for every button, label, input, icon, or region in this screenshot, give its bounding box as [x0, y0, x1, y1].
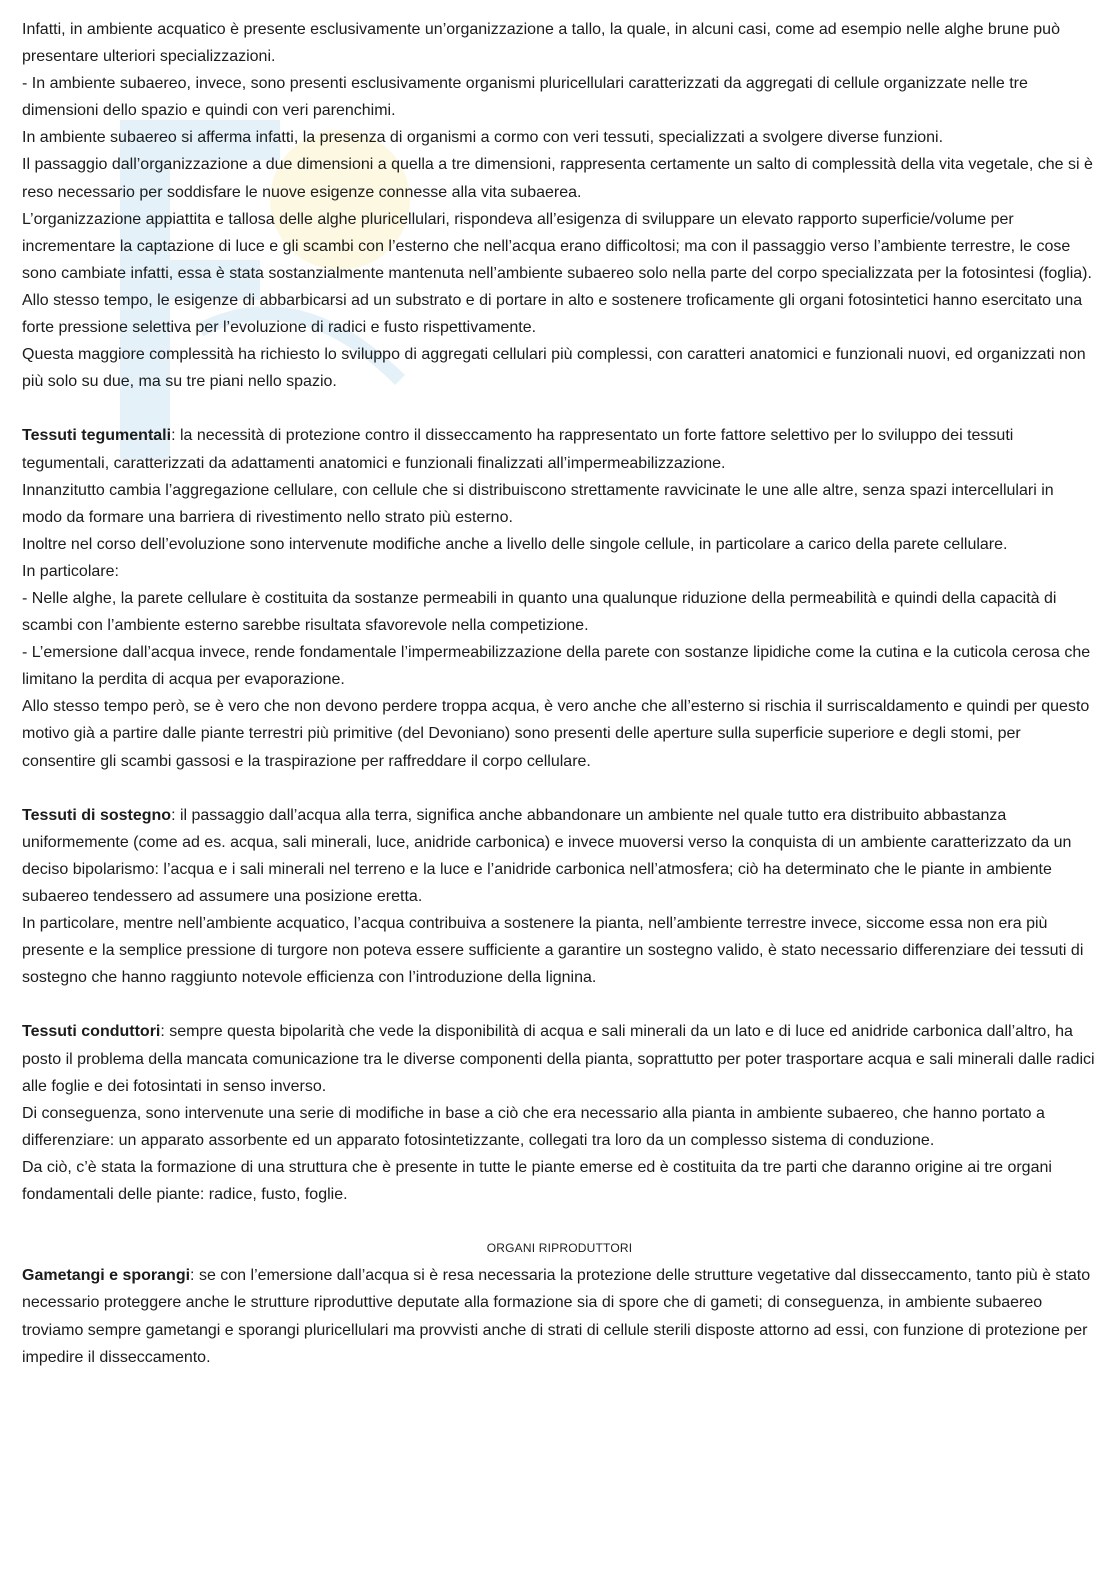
paragraph-text: Infatti, in ambiente acquatico è presente esclusivamente un’organizzazione a tallo, la quale, in alcuni casi, come ad esempio nelle alghe brune può presentare ulteriori specializzazioni. — [22, 21, 1060, 66]
paragraph — [22, 531, 1097, 558]
paragraph-text: In particolare, mentre nell’ambiente acquatico, l’acqua contribuiva a sostenere la pianta, nell’ambiente terrestre invece, siccome essa non era più presente e la semplice pressione di turgore non poteva essere sufficiente a garantire un sostegno valido, è stato necessario differenziare dei tessuti di sostegno che hanno raggiunto notevole efficienza con l’introduzione della lignina. — [22, 915, 1084, 987]
paragraph-text: L’organizzazione appiattita e tallosa delle alghe pluricellulari, rispondeva all’esigenza di sviluppare un elevato rapporto superficie/volume per incrementare la captazione di luce e gli scambi con l’esterno che nell’acqua erano difficoltosi; ma con il passaggio verso l’ambiente terrestre, le cose sono cambiate infatti, essa è stata sostanzialmente mantenuta nell’ambiente subaereo solo nella parte del corpo specializzata per la fotosintesi (foglia). — [22, 210, 1092, 282]
paragraph-text: - L’emersione dall’acqua invece, rende fondamentale l’impermeabilizzazione della parete con sostanze lipidiche come la cutina e la cuticola cerosa che limitano la perdita di acqua per evaporazione. — [22, 644, 1091, 689]
paragraph-text: Allo stesso tempo, le esigenze di abbarbicarsi ad un substrato e di portare in alto e sostenere troficamente gli organi fotosintetici hanno esercitato una forte pressione selettiva per l’evoluzione di radici e fusto rispettivamente. — [22, 291, 1083, 337]
paragraph — [22, 1154, 1097, 1208]
paragraph-text: - In ambiente subaereo, invece, sono presenti esclusivamente organismi pluricellulari caratterizzati da aggregati di cellule organizzate nelle tre dimensioni dello spazio e quindi con veri parenchimi. — [22, 75, 1028, 120]
paragraph-text: In particolare: — [22, 562, 119, 580]
paragraph — [22, 16, 1097, 70]
paragraph — [22, 1262, 1097, 1370]
paragraph-spacer — [22, 775, 1097, 802]
document-body — [22, 16, 1097, 1371]
paragraph — [22, 585, 1097, 639]
paragraph-text: Innanzitutto cambia l’aggregazione cellulare, con cellule che si distribuiscono strettamente ravvicinate le une alle altre, senza spazi intercellulari in modo da formare una barriera di rivestimento nello strato più esterno. — [22, 481, 1054, 526]
paragraph-text: : la necessità di protezione contro il disseccamento ha rappresentato un forte fattore selettivo per lo sviluppo dei tessuti tegumentali, caratterizzati da adattamenti anatomici e funzionali finalizzati all’impermeabilizzazione. — [22, 427, 1014, 472]
paragraph — [22, 422, 1097, 476]
paragraph-spacer — [22, 1208, 1097, 1235]
paragraph-lead-term: Tessuti conduttori — [22, 1023, 161, 1041]
paragraph-text: : se con l’emersione dall’acqua si è resa necessaria la protezione delle strutture vegetative dal disseccamento, tanto più è stato necessario proteggere anche le strutture riproduttive deputate alla formazione sia di spore che di gameti; di conseguenza, in ambiente subaereo troviamo sempre gametangi e sporangi pluricellulari ma provvisti anche di strati di cellule sterili disposte attorno ad essi, con funzione di protezione per impedire il disseccamento. — [22, 1267, 1091, 1366]
paragraph — [22, 693, 1097, 774]
paragraph — [22, 70, 1097, 124]
paragraph — [22, 341, 1097, 395]
paragraph — [22, 477, 1097, 531]
paragraph-lead-term: Tessuti di sostegno — [22, 806, 172, 824]
paragraph — [22, 124, 1097, 151]
paragraph-text: Allo stesso tempo però, se è vero che non devono perdere troppa acqua, è vero anche che all’esterno si rischia il surriscaldamento e quindi per questo motivo già a partire dalle piante terrestri più primitive (del Devoniano) sono presenti delle aperture sulla superficie superiore e degli stomi, per consentire gli scambi gassosi e la traspirazione per raffreddare il corpo cellulare. — [22, 698, 1090, 770]
paragraph — [22, 802, 1097, 910]
paragraph-text: Da ciò, c’è stata la formazione di una struttura che è presente in tutte le piante emerse ed è costituita da tre parti che daranno origine ai tre organi fondamentali delle piante: radice, fusto, foglie. — [22, 1158, 1052, 1204]
paragraph — [22, 151, 1097, 205]
paragraph-spacer — [22, 395, 1097, 422]
section-heading: ORGANI RIPRODUTTORI — [486, 1241, 633, 1256]
paragraph-text: In ambiente subaereo si afferma infatti, la presenza di organismi a cormo con veri tessuti, specializzati a svolgere diverse funzioni. — [22, 129, 944, 147]
paragraph — [22, 558, 1097, 585]
paragraph — [22, 206, 1097, 287]
paragraph-lead-term: Tessuti tegumentali — [22, 427, 172, 445]
paragraph-text: Il passaggio dall’organizzazione a due dimensioni a quella a tre dimensioni, rappresenta certamente un salto di complessità della vita vegetale, che si è reso necessario per soddisfare le nuove esigenze connesse alla vita subaerea. — [22, 156, 1093, 201]
paragraph-text: : il passaggio dall’acqua alla terra, significa anche abbandonare un ambiente nel quale tutto era distribuito abbastanza uniformemente (come ad es. acqua, sali minerali, luce, anidride carbonica) e invece muoversi verso la conquista di un ambiente caratterizzato da un deciso bipolarismo: l’acqua e i sali minerali nel terreno e la luce e l’anidride carbonica nell’atmosfera; ciò ha determinato che le piante in ambiente subaereo tendessero ad assumere una posizione eretta. — [22, 806, 1072, 905]
paragraph-text: Di conseguenza, sono intervenute una serie di modifiche in base a ciò che era necessario alla pianta in ambiente subaereo, che hanno portato a differenziare: un apparato assorbente ed un apparato fotosintetizzante, collegati tra loro da un complesso sistema di conduzione. — [22, 1104, 1045, 1149]
paragraph-text: : sempre questa bipolarità che vede la disponibilità di acqua e sali minerali da un lato e di luce ed anidride carbonica dall’altro, ha posto il problema della mancata comunicazione tra le diverse componenti della pianta, soprattutto per poter trasportare acqua e sali minerali dalle radici alle foglie e dei fotosintati in senso inverso. — [22, 1023, 1095, 1095]
paragraph — [22, 1018, 1097, 1099]
paragraph — [22, 1100, 1097, 1154]
paragraph — [22, 287, 1097, 341]
paragraph-text: - Nelle alghe, la parete cellulare è costituita da sostanze permeabili in quanto una qualunque riduzione della permeabilità e quindi della capacità di scambi con l’ambiente esterno sarebbe risultata sfavorevole nella competizione. — [22, 589, 1057, 635]
paragraph — [22, 910, 1097, 991]
paragraph-lead-term: Gametangi e sporangi — [22, 1267, 191, 1285]
paragraph — [22, 639, 1097, 693]
paragraph-text: Inoltre nel corso dell’evoluzione sono intervenute modifiche anche a livello delle singole cellule, in particolare a carico della parete cellulare. — [22, 535, 1008, 553]
paragraph-spacer — [22, 991, 1097, 1018]
paragraph-text: Questa maggiore complessità ha richiesto lo sviluppo di aggregati cellulari più complessi, con caratteri anatomici e funzionali nuovi, ed organizzati non più solo su due, ma su tre piani nello spazio. — [22, 346, 1086, 391]
